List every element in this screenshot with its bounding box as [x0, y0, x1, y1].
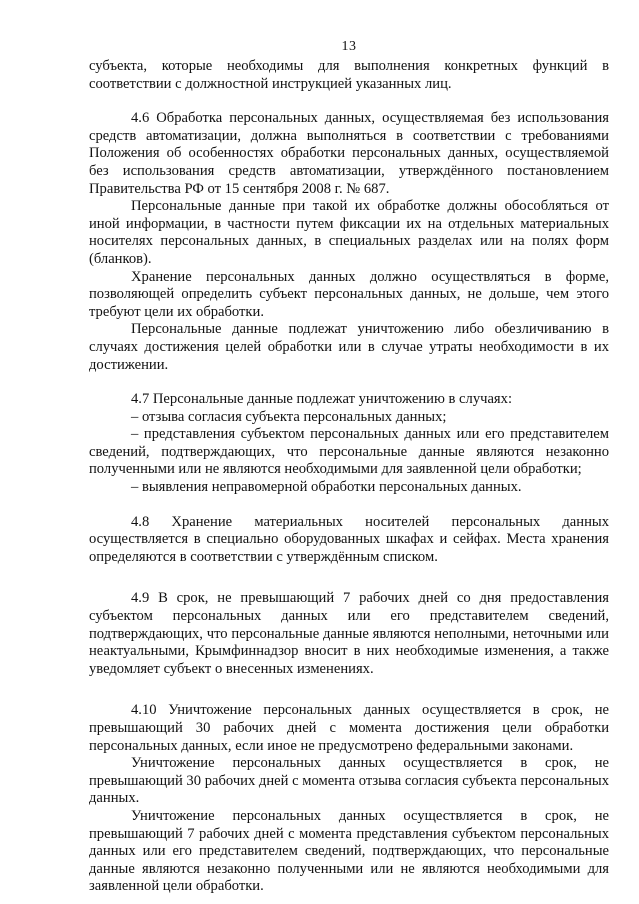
- list-item-unlawful-processing: – выявления неправомерной обработки персональных данных.: [131, 479, 522, 496]
- clause-4-9: 4.9 В срок, не превышающий 7 рабочих дней со дня предоставления субъектом персональных данных или его представителем сведений, подтверждающих, что персональные данные являются неполными, неточными или неактуальными, Крымфиннадзор вносит в них необходимые изменения, а также уведомляет субъект о внесенных изменениях.: [89, 590, 609, 677]
- paragraph-storage: Хранение персональных данных должно осуществляться в форме, позволяющей определить субъект персональных данных, не дольше, чем этого требуют цели их обработки.: [89, 268, 609, 320]
- clause-4-8: 4.8 Хранение материальных носителей персональных данных осуществляется в специально оборудованных шкафах и сейфах. Места хранения определяются в соответствии с утверждённым списком.: [89, 513, 609, 565]
- page-number: 13: [341, 39, 357, 54]
- list-item-illegal-data: – представления субъектом персональных данных или его представителем сведений, подтверждающих, что персональные данные являются незаконно полученными или не являются необходимыми для заявленной цели обработки;: [89, 426, 609, 478]
- clause-4-7: 4.7 Персональные данные подлежат уничтожению в случаях:: [131, 391, 512, 408]
- spacer: [89, 93, 609, 110]
- spacer: [89, 497, 609, 514]
- spacer: [89, 678, 609, 702]
- clause-4-10: 4.10 Уничтожение персональных данных осуществляется в срок, не превышающий 30 рабочих дней с момента достижения цели обработки персональных данных, если иное не предусмотрено федеральными законами.: [89, 702, 609, 754]
- clause-4-6: 4.6 Обработка персональных данных, осуществляемая без использования средств автоматизации, должна выполняться в соответствии с требованиями Положения об особенностях обработки персональных данных, осуществляемой без использования средств автоматизации, утверждённого постановлением Правительства РФ от 15 сентября 2008 г. № 687.: [89, 110, 609, 197]
- paragraph-destruction-consent: Уничтожение персональных данных осуществляется в срок, не превышающий 30 рабочих дней с момента отзыва согласия субъекта персональных данных.: [89, 755, 609, 807]
- paragraph-destruction-representative: Уничтожение персональных данных осуществляется в срок, не превышающий 7 рабочих дней с момента представления субъектом персональных данных или его представителем сведений, подтверждающих, что персональные данные являются незаконно полученными или не являются необходимыми для заявленной цели обработки.: [89, 807, 609, 895]
- spacer: [89, 566, 609, 590]
- paragraph-continuation: субъекта, которые необходимы для выполнения конкретных функций в соответствии с должностной инструкцией указанных лиц.: [89, 58, 609, 92]
- spacer: [89, 374, 609, 391]
- paragraph-destruction: Персональные данные подлежат уничтожению либо обезличиванию в случаях достижения целей обработки или в случае утраты необходимости в их достижении.: [89, 321, 609, 373]
- list-item-consent-withdrawal: – отзыва согласия субъекта персональных данных;: [131, 408, 447, 425]
- paragraph-separation: Персональные данные при такой их обработке должны обособляться от иной информации, в частности путем фиксации их на отдельных материальных носителях персональных данных, в специальных разделах или на полях форм (бланков).: [89, 198, 609, 267]
